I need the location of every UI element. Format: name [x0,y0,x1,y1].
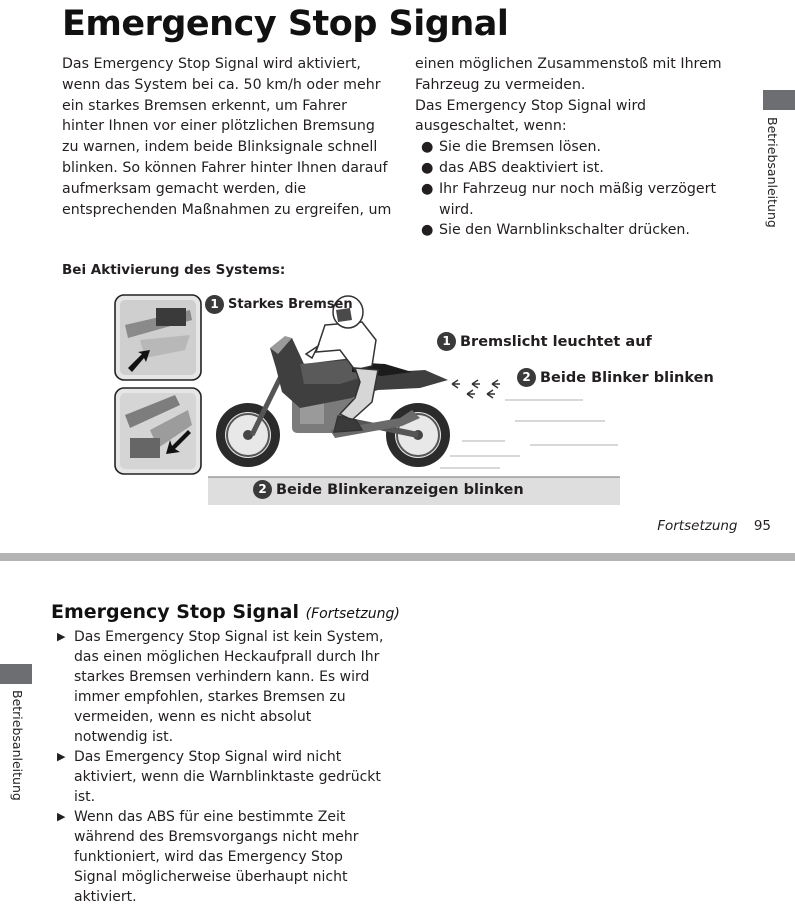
section-side-label: Betriebsanleitung [765,117,780,228]
note-item: ▶ Das Emergency Stop Signal wird nicht aktiviert, wenn die Warnblinktaste gedrückt ist. [57,749,381,805]
note-item: ▶ Das Emergency Stop Signal ist kein System, das einen möglichen Heckaufprall durch Ihr starkes Bremsen verhindern kann. Es wird immer empfohlen, starkes Bremsen zu vermeiden, wenn es nicht absolut notwendig ist. [57,629,384,745]
arrow-icon: ▶ [57,750,66,763]
page-title: Emergency Stop Signal (Fortsetzung) [51,601,400,623]
bullet-icon: ● [421,222,434,239]
step-badge: 2 [253,480,272,499]
section-tab [0,664,32,684]
bullet-item: ● das ABS deaktiviert ist. [415,158,745,179]
page-separator [0,553,795,561]
label-brake-light: 1 Bremslicht leuchtet auf [437,332,652,351]
step-badge: 1 [205,295,224,314]
brake-pedal-photo [115,388,201,474]
page-number: 95 [753,518,771,534]
notes-list [57,627,387,907]
note-item: ▶ Wenn das ABS für eine bestimmte Zeit während des Bremsvorgangs nicht mehr funktioniert, wird das Emergency Stop Signal möglicherweise überhaupt nicht aktiviert. [57,809,359,905]
arrow-icon: ▶ [57,630,66,643]
brake-lever-photo [115,295,201,380]
page-title: Emergency Stop Signal [62,4,509,44]
step-badge: 2 [517,368,536,387]
manual-page-96 [0,561,795,905]
arrow-icon: ▶ [57,810,66,823]
bullet-item: ● Sie die Bremsen lösen. [415,137,745,158]
label-blinkers: 2 Beide Blinker blinken [517,368,714,387]
title-suffix: (Fortsetzung) [305,606,400,622]
label-indicators: 2 Beide Blinkeranzeigen blinken [253,480,524,499]
section-tab [763,90,795,110]
bullet-item: ● Ihr Fahrzeug nur noch mäßig verzögert wird. [421,180,717,218]
bullet-icon: ● [421,139,434,156]
step-badge: 1 [437,332,456,351]
bullet-item: ● Sie den Warnblinkschalter drücken. [415,220,745,241]
figure-heading: Bei Aktivierung des Systems: [62,262,286,278]
section-side-label: Betriebsanleitung [10,690,25,801]
continued-label: Fortsetzung [657,518,738,534]
bullet-icon: ● [421,180,434,197]
motorcycle-icon [216,336,450,467]
deactivation-intro: Das Emergency Stop Signal wird ausgeschaltet, wenn: [415,97,647,135]
intro-paragraph: Das Emergency Stop Signal wird aktiviert, wenn das System bei ca. 50 km/h oder mehr ein starkes Bremsen erkennt, um Fahrer hinter Ihnen vor einer plötzlichen Bremsung zu warnen, indem beide Blinksignale schnell blinken. So können Fahrer hinter Ihnen darauf aufmerksam gemacht werden, die entsprechenden Maßnahmen zu ergreifen, um [62,56,392,218]
right-column [415,54,745,241]
page-footer [657,518,771,534]
speed-lines-icon [440,400,618,468]
motorcycle-illustration [0,280,795,510]
label-strong-braking: 1 Starkes Bremsen [205,295,353,314]
bullet-icon: ● [421,159,434,176]
intro-continuation: einen möglichen Zusammenstoß mit Ihrem Fahrzeug zu vermeiden. [415,56,722,93]
